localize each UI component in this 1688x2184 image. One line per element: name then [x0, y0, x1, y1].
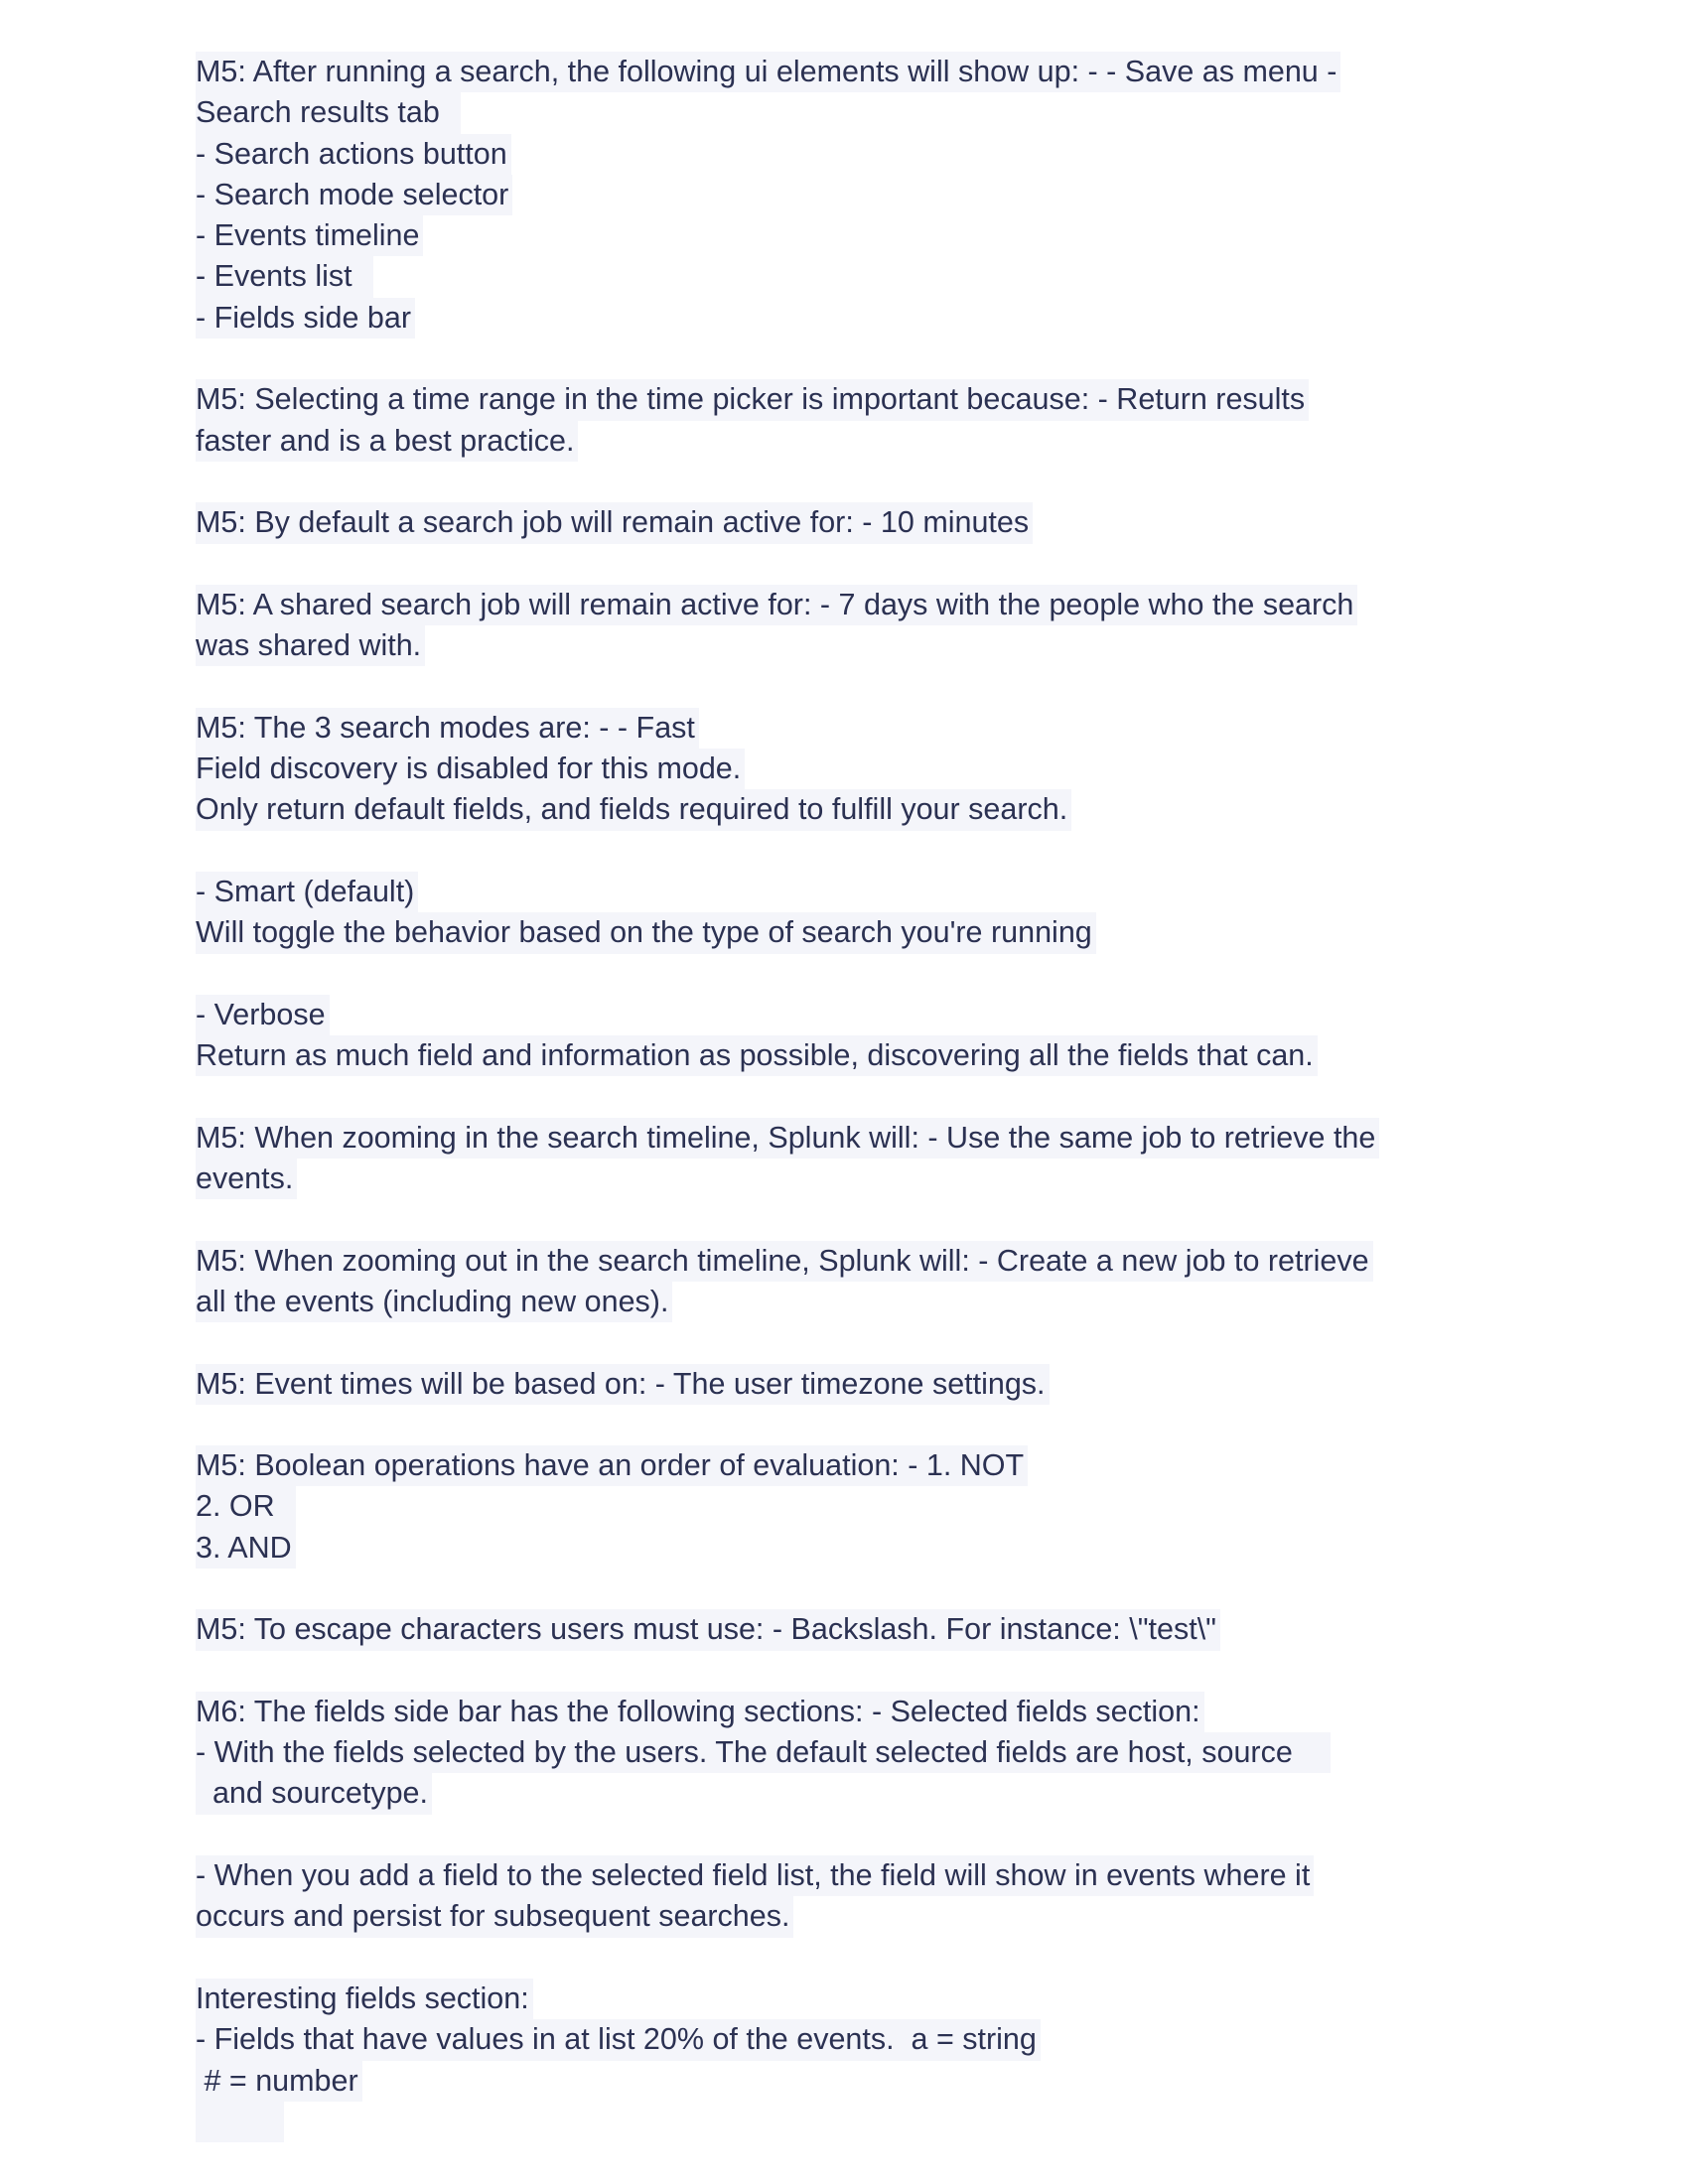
text-line-content: - Smart (default) [196, 872, 418, 912]
paragraph [196, 708, 1506, 831]
paragraph [196, 52, 1506, 339]
text-line-content: M5: The 3 search modes are: - - Fast [196, 708, 699, 749]
text-line-content: - With the fields selected by the users. The default selected fields are host, source [196, 1732, 1331, 1773]
paragraph [196, 995, 1506, 1077]
text-line-content: 2. OR [196, 1486, 296, 1527]
text-line-content: - Search mode selector [196, 175, 512, 215]
paragraph [196, 1979, 1506, 2142]
text-line-content: faster and is a best practice. [196, 421, 578, 462]
paragraph [196, 872, 1506, 954]
text-line [196, 708, 1506, 749]
text-line-content [196, 2102, 284, 2142]
text-line-content: M5: By default a search job will remain active for: - 10 minutes [196, 502, 1033, 543]
text-line [196, 92, 1506, 133]
text-line-content: Field discovery is disabled for this mode. [196, 749, 745, 789]
text-line [196, 421, 1506, 462]
text-line [196, 52, 1506, 92]
text-line-content: - Events list [196, 256, 373, 297]
paragraph [196, 1609, 1506, 1650]
text-line-content: Will toggle the behavior based on the type of search you're running [196, 912, 1096, 953]
text-line [196, 175, 1506, 215]
paragraph [196, 1855, 1506, 1938]
text-line [196, 995, 1506, 1035]
text-line-content: - When you add a field to the selected field list, the field will show in events where it [196, 1855, 1314, 1896]
text-line [196, 1364, 1506, 1405]
text-line [196, 1609, 1506, 1650]
text-line-content: Search results tab [196, 92, 461, 133]
paragraph [196, 1241, 1506, 1323]
text-line-content: M5: Boolean operations have an order of evaluation: - 1. NOT [196, 1445, 1028, 1486]
text-line [196, 1732, 1506, 1773]
text-line [196, 1445, 1506, 1486]
text-line-content: was shared with. [196, 625, 425, 666]
text-line [196, 1118, 1506, 1159]
text-line-content: M5: Selecting a time range in the time picker is important because: - Return results [196, 379, 1309, 420]
text-line [196, 298, 1506, 339]
text-line [196, 2102, 1506, 2142]
paragraph [196, 585, 1506, 667]
text-line [196, 912, 1506, 953]
text-line [196, 1282, 1506, 1322]
text-line [196, 1241, 1506, 1282]
text-line [196, 502, 1506, 543]
text-line [196, 749, 1506, 789]
text-line-content: # = number [196, 2061, 362, 2102]
text-line [196, 1528, 1506, 1569]
text-line [196, 1896, 1506, 1937]
text-line [196, 1773, 1506, 1814]
text-line [196, 1159, 1506, 1199]
paragraph [196, 1445, 1506, 1569]
document-body [196, 52, 1506, 2183]
text-line-content: - Events timeline [196, 215, 423, 256]
text-line-content: Only return default fields, and fields required to fulfill your search. [196, 789, 1071, 830]
text-line [196, 256, 1506, 297]
text-line-content: M5: When zooming in the search timeline, Splunk will: - Use the same job to retrieve the [196, 1118, 1379, 1159]
text-line [196, 585, 1506, 625]
text-line [196, 1692, 1506, 1732]
text-line-content: all the events (including new ones). [196, 1282, 672, 1322]
text-line-content: and sourcetype. [196, 1773, 432, 1814]
text-line [196, 2061, 1506, 2102]
text-line-content: - Fields that have values in at list 20% of the events. a = string [196, 2019, 1041, 2060]
text-line [196, 1486, 1506, 1527]
paragraph [196, 1692, 1506, 1815]
paragraph [196, 379, 1506, 462]
paragraph [196, 502, 1506, 543]
text-line-content: M5: After running a search, the following ui elements will show up: - - Save as menu - [196, 52, 1340, 92]
paragraph [196, 1118, 1506, 1200]
text-line-content: M5: Event times will be based on: - The user timezone settings. [196, 1364, 1050, 1405]
text-line [196, 1855, 1506, 1896]
text-line-content: events. [196, 1159, 297, 1199]
paragraph [196, 1364, 1506, 1405]
text-line [196, 1035, 1506, 1076]
text-line-content: Interesting fields section: [196, 1979, 533, 2019]
text-line [196, 2019, 1506, 2060]
text-line [196, 1979, 1506, 2019]
text-line [196, 625, 1506, 666]
text-line-content: - Verbose [196, 995, 330, 1035]
text-line-content: - Search actions button [196, 134, 511, 175]
text-line-content: M5: To escape characters users must use: - Backslash. For instance: \"test\" [196, 1609, 1220, 1650]
text-line [196, 379, 1506, 420]
text-line-content: 3. AND [196, 1528, 296, 1569]
text-line [196, 872, 1506, 912]
text-line-content: Return as much field and information as possible, discovering all the fields that can. [196, 1035, 1318, 1076]
text-line [196, 215, 1506, 256]
text-line-content: occurs and persist for subsequent searches. [196, 1896, 793, 1937]
text-line-content: M5: A shared search job will remain active for: - 7 days with the people who the search [196, 585, 1357, 625]
text-line-content: M6: The fields side bar has the following sections: - Selected fields section: [196, 1692, 1204, 1732]
text-line-content: - Fields side bar [196, 298, 415, 339]
text-line-content: M5: When zooming out in the search timeline, Splunk will: - Create a new job to retrieve [196, 1241, 1373, 1282]
text-line [196, 789, 1506, 830]
text-line [196, 134, 1506, 175]
